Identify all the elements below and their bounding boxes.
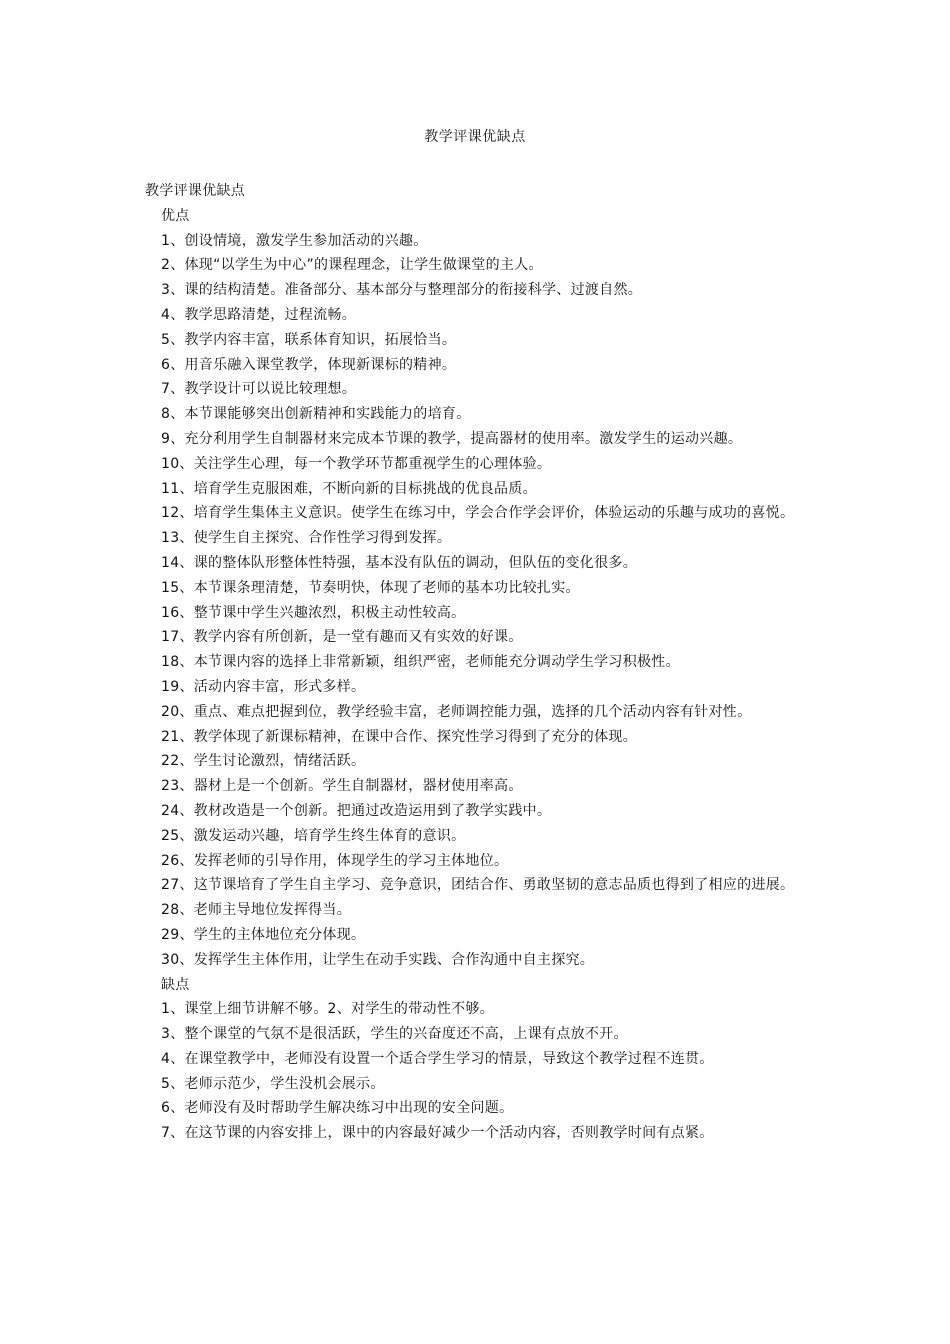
advantage-item: 12、培育学生集体主义意识。使学生在练习中，学会合作学会评价，体验运动的乐趣与成功的喜悦。	[161, 505, 795, 522]
advantage-item: 24、教材改造是一个创新。把通过改造运用到了教学实践中。	[161, 802, 552, 819]
advantage-item: 25、激发运动兴趣，培育学生终生体育的意识。	[161, 827, 466, 844]
document-body	[145, 179, 813, 1146]
advantage-item: 22、学生讨论激烈，情绪活跃。	[161, 753, 366, 770]
advantage-item: 23、器材上是一个创新。学生自制器材，器材使用率高。	[161, 778, 523, 795]
advantage-item: 29、学生的主体地位充分体现。	[161, 926, 366, 943]
advantage-item: 1、创设情境，激发学生参加活动的兴趣。	[161, 232, 428, 249]
advantage-item: 6、用音乐融入课堂教学，体现新课标的精神。	[161, 356, 457, 373]
advantage-item: 15、本节课条理清楚，节奏明快，体现了老师的基本功比较扎实。	[161, 579, 580, 596]
advantage-item: 5、教学内容丰富，联系体育知识，拓展恰当。	[161, 331, 457, 348]
advantage-item: 8、本节课能够突出创新精神和实践能力的培育。	[161, 406, 471, 423]
page-title: 教学评课优缺点	[424, 129, 526, 145]
disadvantage-item: 4、在课堂教学中，老师没有设置一个适合学生学习的情景，导致这个教学过程不连贯。	[161, 1050, 714, 1067]
disadvantages-list	[145, 997, 813, 1146]
advantage-item: 26、发挥老师的引导作用，体现学生的学习主体地位。	[161, 852, 509, 869]
advantage-item: 10、关注学生心理，每一个教学环节都重视学生的心理体验。	[161, 455, 552, 472]
disadvantage-item: 3、整个课堂的气氛不是很活跃，学生的兴奋度还不高，上课有点放不开。	[161, 1026, 628, 1043]
advantage-item: 28、老师主导地位发挥得当。	[161, 902, 352, 919]
advantage-item: 18、本节课内容的选择上非常新颖，组织严密，老师能充分调动学生学习积极性。	[161, 654, 680, 671]
advantage-item: 17、教学内容有所创新，是一堂有趣而又有实效的好课。	[161, 629, 523, 646]
advantage-item: 7、教学设计可以说比较理想。	[161, 381, 357, 398]
advantage-item: 14、课的整体队形整体性特强，基本没有队伍的调动，但队伍的变化很多。	[161, 554, 638, 571]
advantage-item: 27、这节课培育了学生自主学习、竞争意识，团结合作、勇敢坚韧的意志品质也得到了相应的进展。	[161, 877, 795, 894]
advantage-item: 2、体现“以学生为中心”的课程理念，让学生做课堂的主人。	[161, 257, 543, 274]
advantage-item: 4、教学思路清楚，过程流畅。	[161, 306, 357, 323]
disadvantage-item: 1、课堂上细节讲解不够。2、对学生的带动性不够。	[161, 1001, 495, 1018]
advantage-item: 30、发挥学生主体作用，让学生在动手实践、合作沟通中自主探究。	[161, 951, 595, 968]
advantage-item: 16、整节课中学生兴趣浓烈，积极主动性较高。	[161, 604, 466, 621]
disadvantage-item: 6、老师没有及时帮助学生解决练习中出现的安全问题。	[161, 1100, 514, 1117]
advantages-list	[145, 229, 813, 973]
advantage-item: 3、课的结构清楚。准备部分、基本部分与整理部分的衔接科学、过渡自然。	[161, 282, 643, 299]
advantage-item: 9、充分利用学生自制器材来完成本节课的教学，提高器材的使用率。激发学生的运动兴趣。	[161, 430, 743, 447]
advantage-item: 19、活动内容丰富，形式多样。	[161, 678, 366, 695]
advantage-item: 13、使学生自主探究、合作性学习得到发挥。	[161, 530, 452, 547]
disadvantage-item: 7、在这节课的内容安排上，课中的内容最好减少一个活动内容，否则教学时间有点紧。	[161, 1125, 714, 1142]
advantage-item: 21、教学体现了新课标精神，在课中合作、探究性学习得到了充分的体现。	[161, 728, 638, 745]
document-heading: 教学评课优缺点	[145, 183, 246, 199]
advantage-item: 20、重点、难点把握到位，教学经验丰富，老师调控能力强，选择的几个活动内容有针对性。	[161, 703, 752, 720]
disadvantages-label: 缺点	[161, 976, 190, 993]
disadvantage-item: 5、老师示范少，学生没机会展示。	[161, 1075, 385, 1092]
advantage-item: 11、培育学生克服困难，不断向新的目标挑战的优良品质。	[161, 480, 537, 497]
advantages-label: 优点	[161, 207, 190, 224]
